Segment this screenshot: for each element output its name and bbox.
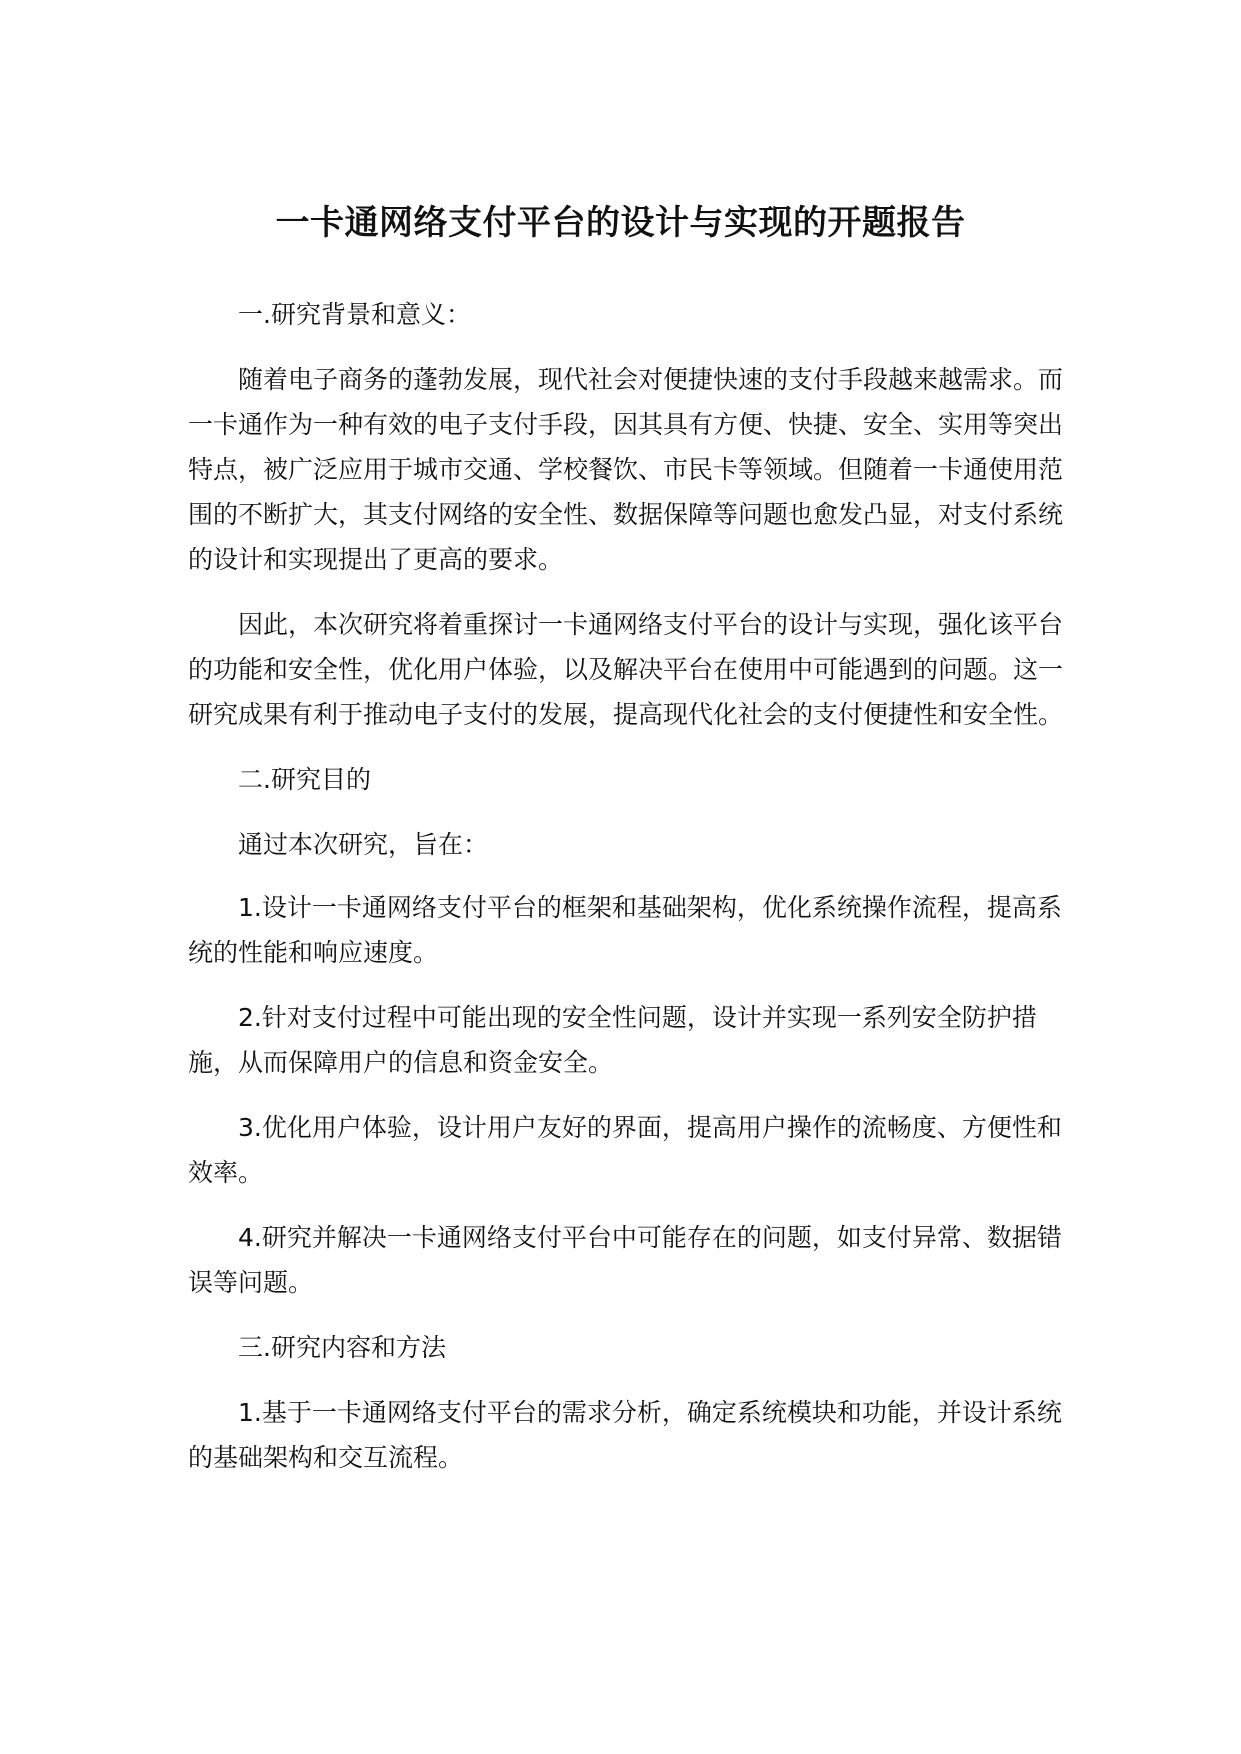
content-item-1: 1.基于一卡通网络支付平台的需求分析，确定系统模块和功能，并设计系统的基础架构和交互流程。: [188, 1398, 1062, 1472]
section-heading-content-methods: 三.研究内容和方法: [238, 1333, 446, 1362]
purpose-item-2: 2.针对支付过程中可能出现的安全性问题，设计并实现一系列安全防护措施，从而保障用户的信息和资金安全。: [188, 1003, 1037, 1077]
purpose-item-4: 4.研究并解决一卡通网络支付平台中可能存在的问题，如支付异常、数据错误等问题。: [188, 1223, 1062, 1297]
paragraph-background: 随着电子商务的蓬勃发展，现代社会对便捷快速的支付手段越来越需求。而一卡通作为一种有效的电子支付手段，因其具有方便、快捷、安全、实用等突出特点，被广泛应用于城市交通、学校餐饮、市民卡等领域。但随着一卡通使用范围的不断扩大，其支付网络的安全性、数据保障等问题也愈发凸显，对支付系统的设计和实现提出了更高的要求。: [188, 365, 1064, 574]
purpose-item-1: 1.设计一卡通网络支付平台的框架和基础架构，优化系统操作流程，提高系统的性能和响应速度。: [188, 893, 1062, 967]
paragraph-purpose-intro: 通过本次研究，旨在：: [238, 830, 489, 859]
paragraph-significance: 因此，本次研究将着重探讨一卡通网络支付平台的设计与实现，强化该平台的功能和安全性，优化用户体验，以及解决平台在使用中可能遇到的问题。这一研究成果有利于推动电子支付的发展，提高现代化社会的支付便捷性和安全性。: [188, 610, 1064, 729]
section-heading-background: 一.研究背景和意义：: [238, 300, 471, 329]
document-body: [188, 292, 1068, 1500]
document-title: 一卡通网络支付平台的设计与实现的开题报告: [275, 202, 966, 243]
purpose-item-3: 3.优化用户体验，设计用户友好的界面，提高用户操作的流畅度、方便性和效率。: [188, 1113, 1062, 1187]
section-heading-purpose: 二.研究目的: [238, 765, 371, 794]
